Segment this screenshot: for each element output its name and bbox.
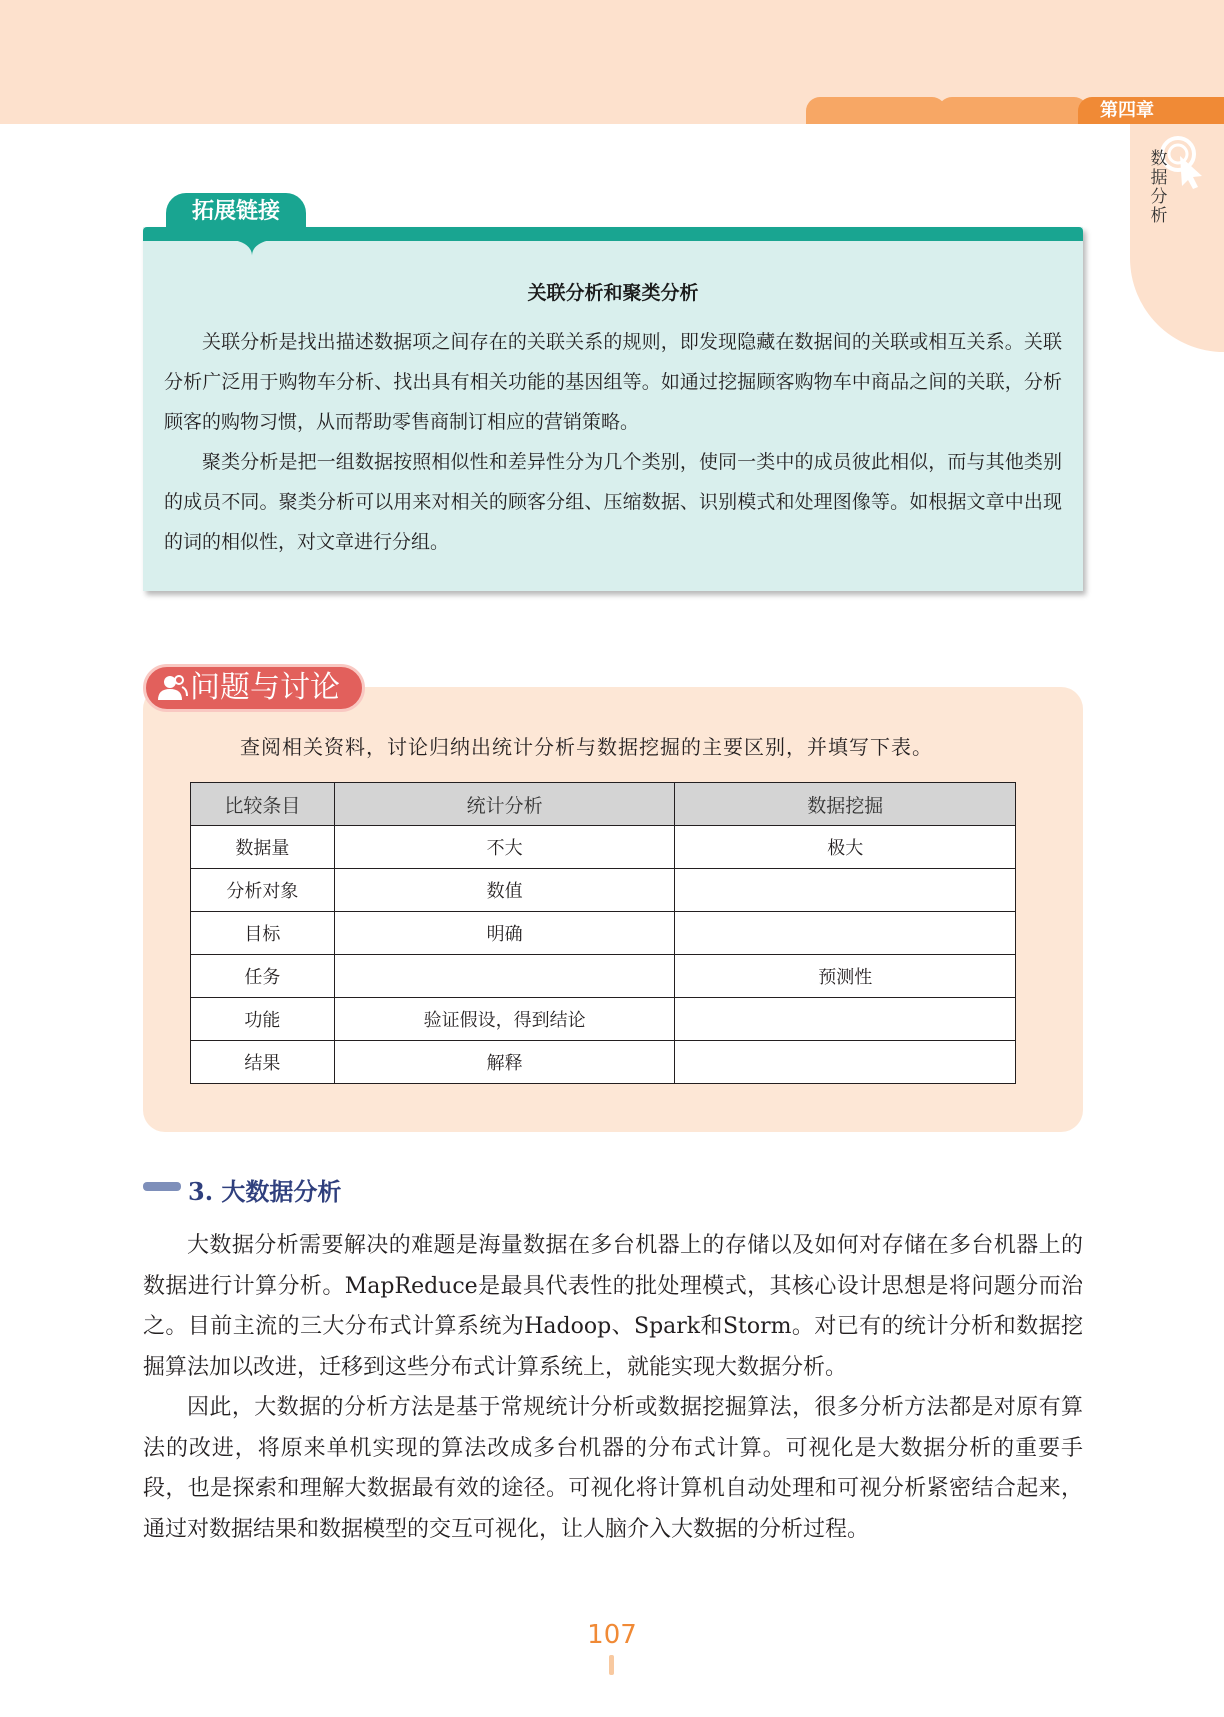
chapter-tab: 第四章 — [1078, 97, 1224, 124]
table-header-row — [191, 783, 1016, 826]
page-number: 107 — [587, 1620, 637, 1650]
table-row — [191, 826, 1016, 869]
comparison-table — [190, 782, 1016, 1084]
table-cell[interactable] — [675, 1041, 1016, 1084]
table-cell: 验证假设，得到结论 — [334, 998, 675, 1041]
header-tab-decoration — [938, 97, 1088, 124]
table-cell: 功能 — [191, 998, 335, 1041]
table-cell: 极大 — [675, 826, 1016, 869]
body-paragraph: 因此，大数据的分析方法是基于常规统计分析或数据挖掘算法，很多分析方法都是对原有算法的改进，将原来单机实现的算法改成多台机器的分布式计算。可视化是大数据分析的重要手段，也是探索和理解大数据最有效的途径。可视化将计算机自动处理和可视分析紧密结合起来，通过对数据结果和数据模型的交互可视化，让人脑介入大数据的分析过程。 — [143, 1395, 1083, 1542]
table-cell: 结果 — [191, 1041, 335, 1084]
table-cell[interactable] — [334, 955, 675, 998]
extension-text — [164, 322, 1062, 562]
table-header-cell: 数据挖掘 — [675, 783, 1016, 826]
people-icon — [156, 673, 188, 703]
extension-title: 关联分析和聚类分析 — [527, 282, 699, 304]
extension-paragraph: 关联分析是找出描述数据项之间存在的关联关系的规则，即发现隐藏在数据间的关联或相互关系。关联分析广泛用于购物车分析、找出具有相关功能的基因组等。如通过挖掘顾客购物车中商品之间的关联，分析顾客的购物习惯，从而帮助零售商制订相应的营销策略。 — [164, 331, 1062, 433]
table-cell: 明确 — [334, 912, 675, 955]
table-header-cell: 比较条目 — [191, 783, 335, 826]
extension-label: 拓展链接 — [166, 193, 306, 231]
table-row — [191, 912, 1016, 955]
table-row — [191, 1041, 1016, 1084]
section-marker — [143, 1182, 181, 1191]
table-cell: 不大 — [334, 826, 675, 869]
table-cell: 分析对象 — [191, 869, 335, 912]
table-cell: 预测性 — [675, 955, 1016, 998]
section-body — [143, 1226, 1083, 1550]
table-row — [191, 955, 1016, 998]
discussion-prompt: 查阅相关资料，讨论归纳出统计分析与数据挖掘的主要区别，并填写下表。 — [240, 735, 933, 759]
table-row — [191, 869, 1016, 912]
body-paragraph: 大数据分析需要解决的难题是海量数据在多台机器上的存储以及如何对存储在多台机器上的数据进行计算分析。MapReduce是最具代表性的批处理模式，其核心设计思想是将问题分而治之。目前主流的三大分布式计算系统为Hadoop、Spark和Storm。对已有的统计分析和数据挖掘算法加以改进，迁移到这些分布式计算系统上，就能实现大数据分析。 — [143, 1233, 1083, 1380]
section-title: 3. 大数据分析 — [188, 1177, 342, 1206]
side-title: 数据分析 — [1150, 149, 1168, 226]
table-cell[interactable] — [675, 869, 1016, 912]
discussion-label: 问题与讨论 — [143, 664, 365, 712]
table-cell[interactable] — [675, 912, 1016, 955]
table-cell: 数值 — [334, 869, 675, 912]
table-cell: 任务 — [191, 955, 335, 998]
extension-paragraph: 聚类分析是把一组数据按照相似性和差异性分为几个类别，使同一类中的成员彼此相似，而与其他类别的成员不同。聚类分析可以用来对相关的顾客分组、压缩数据、识别模式和处理图像等。如根据文章中出现的词的相似性，对文章进行分组。 — [164, 451, 1062, 553]
table-cell: 解释 — [334, 1041, 675, 1084]
table-cell: 数据量 — [191, 826, 335, 869]
table-header-cell: 统计分析 — [334, 783, 675, 826]
table-row — [191, 998, 1016, 1041]
header-tab-decoration — [806, 97, 946, 124]
table-cell: 目标 — [191, 912, 335, 955]
table-cell[interactable] — [675, 998, 1016, 1041]
extension-notch — [234, 240, 270, 256]
page-tick — [609, 1655, 614, 1675]
